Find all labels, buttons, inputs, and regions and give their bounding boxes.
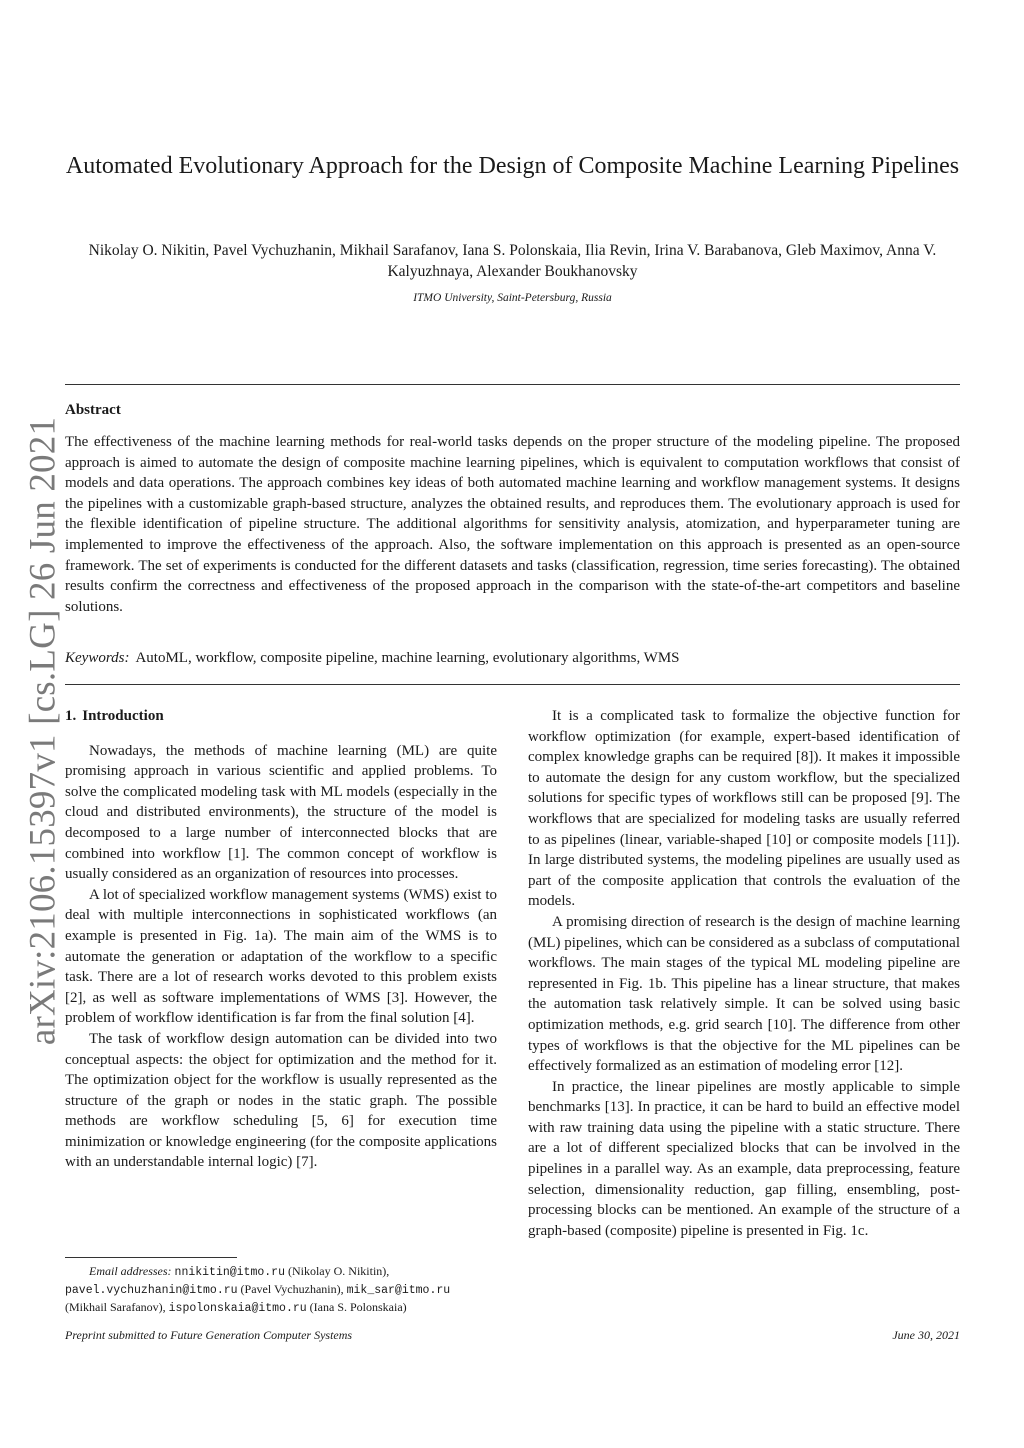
email-footnote [65, 1263, 497, 1317]
email-link-1[interactable]: nnikitin@itmo.ru [174, 1266, 285, 1279]
intro-paragraph-5: A promising direction of research is the design of machine learning (ML) pipelines, which can be considered as a subclass of computational workflows. The main stages of the typical ML modeling pipeline are represented in Fig. 1b. This pipeline has a linear structure, that makes the automation task relatively simple. It can be solved using basic optimization methods, e.g. grid search [10]. The difference from other types of workflows is that the objective for the ML pipelines can be effectively formalized as an estimation of modeling error [12]. [528, 913, 960, 1075]
keywords-value: AutoML, workflow, composite pipeline, machine learning, evolutionary algorithms, WMS [135, 650, 680, 666]
footnote-label: Email addresses: [89, 1264, 172, 1278]
intro-paragraph-2: A lot of specialized workflow management systems (WMS) exist to deal with multiple interconnections in sophisticated workflows (an example is presented in Fig. 1a). The main aim of the WMS is to automate the generation or adaptation of the workflow to a specific task. There are a lot of research works devoted to this problem exists [2], as well as software implementations of WMS [3]. However, the problem of workflow identification is far from the final solution [4]. [65, 886, 497, 1027]
abstract-heading: Abstract [65, 402, 121, 418]
abstract-top-rule [65, 384, 960, 385]
email-owner-1: (Nikolay O. Nikitin), [287, 1264, 390, 1278]
intro-paragraph-1: Nowadays, the methods of machine learning (ML) are quite promising approach in various scientific and applied problems. To solve the complicated modeling task with ML models (especially in the cloud and distributed environments), the structure of the model is decomposed to a large number of interconnected blocks that are combined into workflow [1]. The common concept of workflow is usually considered as an organization of resources into processes. [65, 742, 497, 883]
email-owner-3: (Mikhail Sarafanov), [65, 1300, 166, 1314]
preprint-notice: Preprint submitted to Future Generation Computer Systems [65, 1328, 353, 1342]
left-column [65, 706, 497, 1173]
intro-paragraph-3: The task of workflow design automation can be divided into two conceptual aspects: the object for optimization and the method for it. The optimization object for the workflow is usually represented as the structure of the graph or nodes in the static graph. The possible methods are workflow scheduling [5, 6] for execution time minimization or knowledge engineering (for the composite applications with an understandable internal logic) [7]. [65, 1030, 497, 1171]
section-title: Introduction [82, 708, 164, 724]
right-column [528, 706, 960, 1241]
abstract-text: The effectiveness of the machine learning methods for real-world tasks depends on the proper structure of the modeling pipeline. The proposed approach is aimed to automate the design of composite machine learning pipelines, which is equivalent to computation workflows that consist of models and data operations. The approach combines key ideas of both automated machine learning and workflow management systems. It designs the pipelines with a customizable graph-based structure, analyzes the obtained results, and reproduces them. The evolutionary approach is used for the flexible identification of pipeline structure. The additional algorithms for sensitivity analysis, atomization, and hyperparameter tuning are implemented to improve the effectiveness of the approach. Also, the software implementation on this approach is presented as an open-source framework. The set of experiments is conducted for the different datasets and tasks (classification, regression, time series forecasting). The obtained results confirm the correctness and effectiveness of the proposed approach in the comparison with the state-of-the-art competitors and baseline solutions. [65, 434, 960, 615]
intro-paragraph-4: It is a complicated task to formalize the objective function for workflow optimization (for example, expert-based identification of complex knowledge graphs can be required [8]). It makes it impossible to automate the design for any custom workflow, but the specialized solutions for specific types of workflows still can be proposed [9]. The workflows that are specialized for modeling tasks are usually referred to as pipelines (linear, variable-shaped [10] or composite models [11]). In large distributed systems, the modeling pipelines are usually used as part of the composite application that controls the evaluation of the models. [528, 708, 960, 910]
email-link-3[interactable]: mik_sar@itmo.ru [346, 1284, 451, 1297]
keywords-line [65, 648, 960, 668]
email-link-4[interactable]: ispolonskaia@itmo.ru [168, 1302, 307, 1315]
intro-paragraph-6: In practice, the linear pipelines are mostly applicable to simple benchmarks [13]. In practice, it can be hard to build an effective model with raw training data using the pipeline with a static structure. There are a lot of different specialized blocks that can be involved in the pipelines in a parallel way. As an example, data preprocessing, feature selection, dimensionality reduction, gap filling, ensembling, post-processing blocks can be mentioned. An example of the structure of a graph-based (composite) pipeline is presented in Fig. 1c. [528, 1078, 960, 1239]
section-heading-introduction [65, 706, 497, 727]
preprint-date: June 30, 2021 [892, 1328, 960, 1342]
affiliation: ITMO University, Saint-Petersburg, Russia [413, 292, 612, 304]
paper-title: Automated Evolutionary Approach for the Design of Composite Machine Learning Pipelines [65, 153, 960, 179]
email-owner-2: (Pavel Vychuzhanin), [240, 1282, 344, 1296]
keywords-label: Keywords: [65, 650, 130, 666]
author-list: Nikolay O. Nikitin, Pavel Vychuzhanin, Mikhail Sarafanov, Iana S. Polonskaia, Ilia Revin, Irina V. Barabanova, Gleb Maximov, Anna V. Kalyuzhnaya, Alexander Boukhanovsky [88, 242, 937, 280]
email-link-2[interactable]: pavel.vychuzhanin@itmo.ru [65, 1284, 238, 1297]
footnote-rule [65, 1257, 237, 1258]
arxiv-stamp-text: arXiv:2106.15397v1 [cs.LG] 26 Jun 2021 [22, 416, 64, 1046]
section-number: 1. [65, 708, 77, 724]
abstract-bottom-rule [65, 684, 960, 685]
email-owner-4: (Iana S. Polonskaia) [309, 1300, 407, 1314]
